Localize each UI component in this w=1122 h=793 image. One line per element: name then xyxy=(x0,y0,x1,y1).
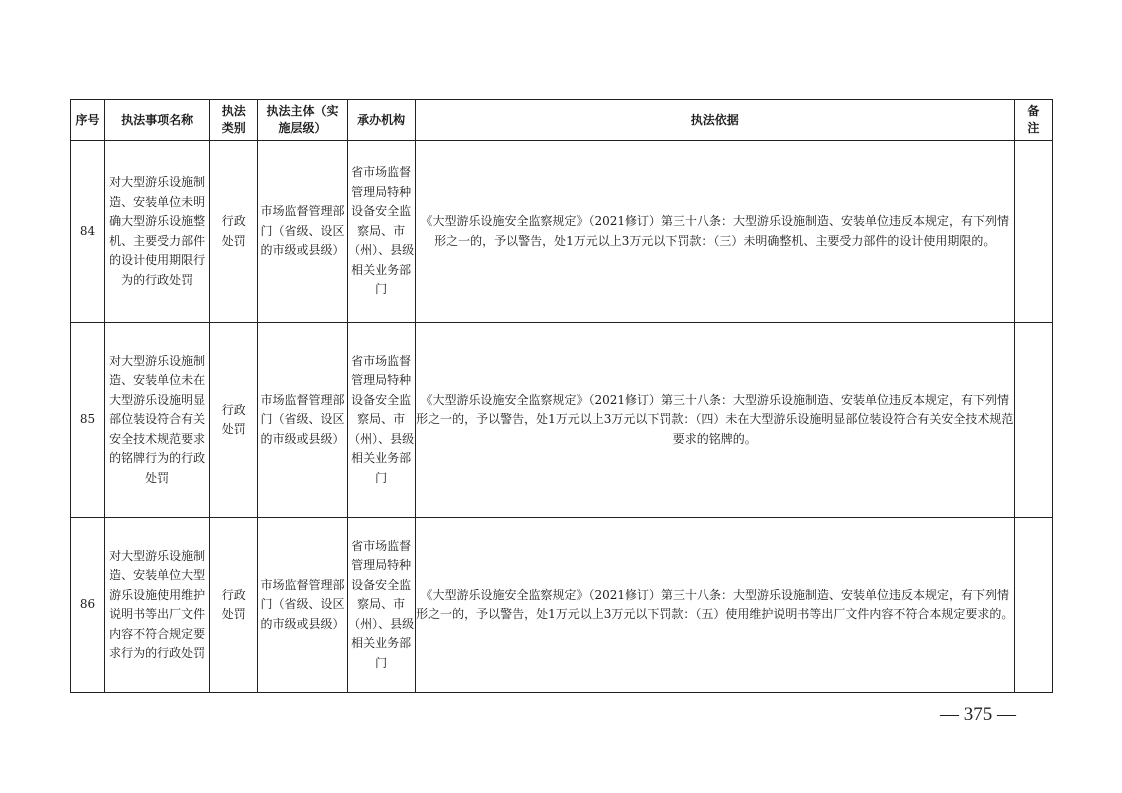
enforcement-type: 行政处罚 xyxy=(210,323,258,518)
header-no: 序号 xyxy=(71,100,105,141)
handling-org: 省市场监督管理局特种设备安全监察局、市（州）、县级相关业务部门 xyxy=(347,518,415,693)
enforcement-type: 行政处罚 xyxy=(210,518,258,693)
table-header-row xyxy=(71,100,1053,141)
header-subject: 执法主体（实施层级） xyxy=(258,100,347,141)
item-name: 对大型游乐设施制造、安装单位大型游乐设施使用维护说明书等出厂文件内容不符合规定要求行为的行政处罚 xyxy=(105,518,210,693)
item-name: 对大型游乐设施制造、安装单位未明确大型游乐设施整机、主要受力部件的设计使用期限行为的行政处罚 xyxy=(105,141,210,323)
item-name: 对大型游乐设施制造、安装单位未在大型游乐设施明显部位装设符合有关安全技术规范要求的铭牌行为的行政处罚 xyxy=(105,323,210,518)
enforcement-type: 行政处罚 xyxy=(210,141,258,323)
header-basis: 执法依据 xyxy=(415,100,1014,141)
legal-basis: 《大型游乐设施安全监察规定》（2021修订）第三十八条：大型游乐设施制造、安装单位违反本规定，有下列情形之一的，予以警告，处1万元以上3万元以下罚款：（五）使用维护说明书等出厂文件内容不符合本规定要求的。 xyxy=(415,518,1014,693)
row-number: 85 xyxy=(71,323,105,518)
handling-org: 省市场监督管理局特种设备安全监察局、市（州）、县级相关业务部门 xyxy=(347,141,415,323)
table-row xyxy=(71,323,1053,518)
header-name: 执法事项名称 xyxy=(105,100,210,141)
enforcement-subject: 市场监督管理部门（省级、设区的市级或县级） xyxy=(258,141,347,323)
legal-basis: 《大型游乐设施安全监察规定》（2021修订）第三十八条：大型游乐设施制造、安装单位违反本规定，有下列情形之一的，予以警告，处1万元以上3万元以下罚款：（三）未明确整机、主要受力部件的设计使用期限的。 xyxy=(415,141,1014,323)
table-row xyxy=(71,518,1053,693)
remarks xyxy=(1014,518,1052,693)
enforcement-subject: 市场监督管理部门（省级、设区的市级或县级） xyxy=(258,518,347,693)
legal-basis: 《大型游乐设施安全监察规定》（2021修订）第三十八条：大型游乐设施制造、安装单位违反本规定，有下列情形之一的，予以警告，处1万元以上3万元以下罚款：（四）未在大型游乐设施明显部位装设符合有关安全技术规范要求的铭牌的。 xyxy=(415,323,1014,518)
remarks xyxy=(1014,141,1052,323)
page-number: — 375 — xyxy=(940,704,1016,725)
header-note: 备注 xyxy=(1014,100,1052,141)
enforcement-table xyxy=(70,99,1053,693)
remarks xyxy=(1014,323,1052,518)
table-row xyxy=(71,141,1053,323)
header-type: 执法类别 xyxy=(210,100,258,141)
header-org: 承办机构 xyxy=(347,100,415,141)
row-number: 84 xyxy=(71,141,105,323)
enforcement-subject: 市场监督管理部门（省级、设区的市级或县级） xyxy=(258,323,347,518)
handling-org: 省市场监督管理局特种设备安全监察局、市（州）、县级相关业务部门 xyxy=(347,323,415,518)
row-number: 86 xyxy=(71,518,105,693)
